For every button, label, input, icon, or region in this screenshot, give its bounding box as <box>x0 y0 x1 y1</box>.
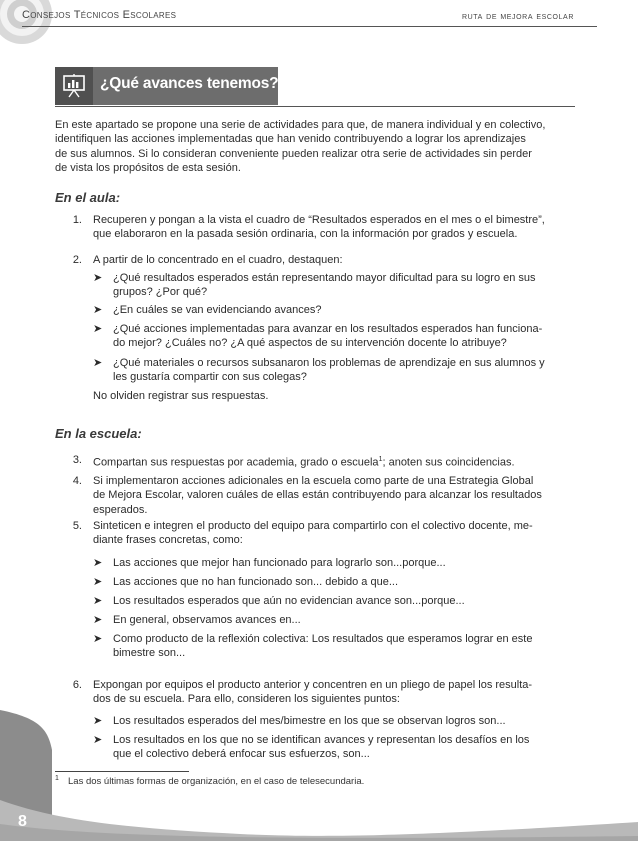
bullet-item <box>113 356 575 385</box>
item-text: ; anoten sus coincidencias. <box>382 456 515 469</box>
bullet-line: Los resultados en los que no se identifican avances y representan los desafíos en los <box>113 734 530 746</box>
title-icon-box <box>55 67 93 105</box>
bullet-item: Las acciones que no han funcionado son... debido a que... <box>113 576 398 588</box>
section-title: ¿Qué avances tenemos? <box>100 75 279 92</box>
presentation-chart-icon <box>61 73 87 99</box>
item-line: que elaboraron en la pasada sesión ordinaria, con la información por grados y escuela. <box>93 228 518 241</box>
arrow-bullet-icon: ➤ <box>93 633 103 645</box>
arrow-bullet-icon: ➤ <box>93 734 103 746</box>
footnote-rule <box>55 771 189 772</box>
list-number: 4. <box>72 475 82 487</box>
arrow-bullet-icon: ➤ <box>93 323 103 335</box>
bullet-item: Las acciones que mejor han funcionado para lograrlo son...porque... <box>113 557 446 569</box>
header-left-title: Consejos Técnicos Escolares <box>22 9 177 21</box>
arrow-bullet-icon: ➤ <box>93 557 103 569</box>
bullet-line: ¿Qué acciones implementadas para avanzar en los resultados esperados han funciona- <box>113 323 543 335</box>
list-item-3 <box>93 453 575 470</box>
header-rule <box>22 26 597 27</box>
arrow-bullet-icon: ➤ <box>93 595 103 607</box>
item-line: dos de su escuela. Para ello, consideren los siguientes puntos: <box>93 693 400 706</box>
header-rings-decoration <box>0 0 64 50</box>
item-line: diante frases concretas, como: <box>93 534 243 547</box>
closing-note: No olviden registrar sus respuestas. <box>93 390 269 402</box>
list-number: 6. <box>72 679 82 691</box>
intro-line: En este apartado se propone una serie de actividades para que, de manera individual y en colectivo, <box>55 119 546 131</box>
list-item-4 <box>93 474 575 517</box>
arrow-bullet-icon: ➤ <box>93 614 103 626</box>
footnote-text: Las dos últimas formas de organización, en el caso de telesecundaria. <box>68 776 365 787</box>
item-line: Sinteticen e integren el producto del equipo para compartirlo con el colectivo docente, me- <box>93 520 533 532</box>
bullet-item: Los resultados esperados del mes/bimestre en los que se observan logros son... <box>113 715 506 727</box>
page-number: 8 <box>18 813 27 830</box>
bullet-item <box>113 271 575 300</box>
bullet-item: En general, observamos avances en... <box>113 614 301 626</box>
list-item-5 <box>93 519 575 548</box>
bullet-line: ¿Qué resultados esperados están representando mayor dificultad para su logro en sus <box>113 272 536 284</box>
list-number: 2. <box>72 254 82 266</box>
list-item-1 <box>93 213 575 242</box>
item-text: Compartan sus respuestas por academia, grado o escuela <box>93 456 379 469</box>
intro-line: identifiquen las acciones implementadas que han venido contribuyendo a lograr los aprendizajes <box>55 133 526 146</box>
list-number: 3. <box>72 454 82 466</box>
item-line: Recuperen y pongan a la vista el cuadro de “Resultados esperados en el mes o el bimestre”, <box>93 214 545 226</box>
intro-line: de vista los propósitos de esta sesión. <box>55 161 241 174</box>
bullet-line: ¿Qué materiales o recursos subsanaron los problemas de aprendizaje en sus alumnos y <box>113 357 545 369</box>
bullet-item <box>113 733 575 762</box>
bullet-line: grupos? ¿Por qué? <box>113 286 208 299</box>
list-number: 1. <box>72 214 82 226</box>
arrow-bullet-icon: ➤ <box>93 272 103 284</box>
header-right-title: ruta de mejora escolar <box>461 11 574 22</box>
item-line: esperados. <box>93 503 148 516</box>
bullet-line: les gustaría compartir con sus colegas? <box>113 371 307 384</box>
list-item-6 <box>93 678 575 707</box>
heading-en-el-aula: En el aula: <box>55 190 121 205</box>
bullet-line: Como producto de la reflexión colectiva: Los resultados que esperamos lograr en este <box>113 633 533 645</box>
footnote-ref: 1 <box>378 456 383 463</box>
arrow-bullet-icon: ➤ <box>93 576 103 588</box>
item-line: Expongan por equipos el producto anterior y concentren en un pliego de papel los resulta- <box>93 679 533 691</box>
bullet-item <box>113 322 575 351</box>
intro-line: de sus alumnos. Si lo consideran conveniente pueden realizar otra serie de actividades sin perder <box>55 147 532 160</box>
list-item-2: A partir de lo concentrado en el cuadro, destaquen: <box>93 254 343 266</box>
bullet-line: que el colectivo deberá enfocar sus esfuerzos, son... <box>113 748 370 761</box>
arrow-bullet-icon: ➤ <box>93 304 103 316</box>
arrow-bullet-icon: ➤ <box>93 715 103 727</box>
item-line: de Mejora Escolar, valoren cuáles de ellas están contribuyendo para alcanzar los resultados <box>93 489 542 502</box>
arrow-bullet-icon: ➤ <box>93 357 103 369</box>
list-number: 5. <box>72 520 82 532</box>
bullet-line: do mejor? ¿Cuáles no? ¿A qué aspectos de su intervención docente lo atribuye? <box>113 337 507 350</box>
section-title-rule <box>55 106 575 107</box>
bullet-item: Los resultados esperados que aún no evidencian avance son...porque... <box>113 595 465 607</box>
bullet-item <box>113 632 575 661</box>
heading-en-la-escuela: En la escuela: <box>55 426 142 441</box>
bullet-line: bimestre son... <box>113 647 186 660</box>
footnote-mark: 1 <box>55 775 59 782</box>
bullet-item: ¿En cuáles se van evidenciando avances? <box>113 304 322 316</box>
item-line: Si implementaron acciones adicionales en la escuela como parte de una Estrategia Global <box>93 475 534 487</box>
intro-paragraph <box>55 118 575 175</box>
